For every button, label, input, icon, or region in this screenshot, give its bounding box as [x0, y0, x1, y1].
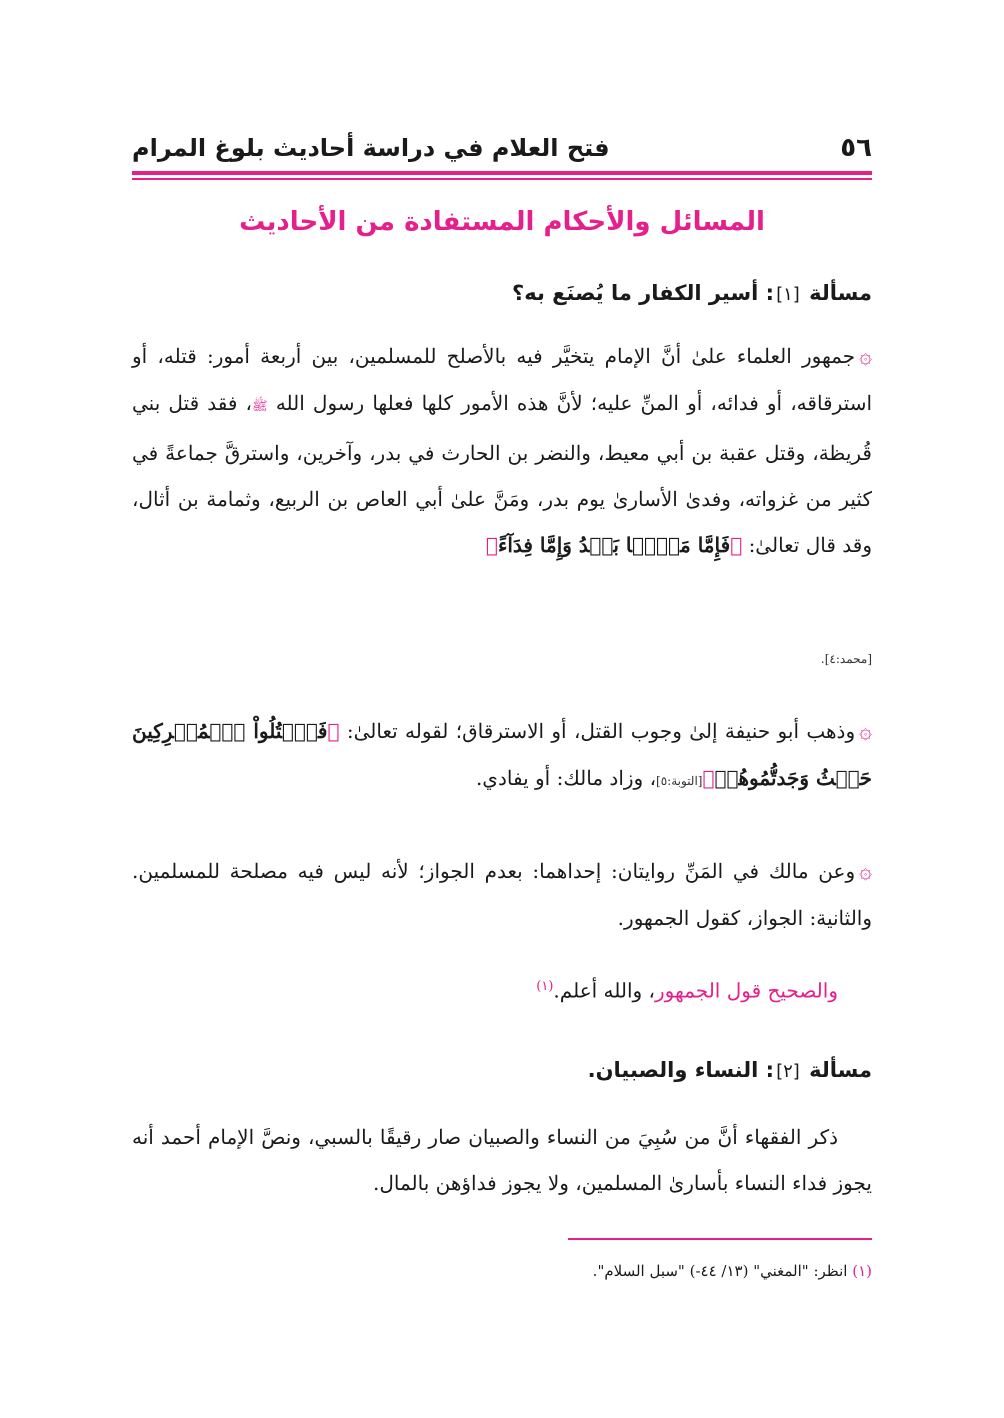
section-title: المسائل والأحكام المستفادة من الأحاديث — [239, 207, 765, 237]
issue-number: [٢] — [776, 1061, 800, 1082]
footnote-marker: (١) — [536, 979, 554, 994]
paragraph-1 — [132, 333, 872, 568]
quran-bracket-close: ﴾ — [702, 766, 715, 790]
flower-icon: ۞ — [859, 719, 873, 744]
issue-title: : النساء والصبيان. — [587, 1058, 775, 1082]
reference-text: [محمد:٤]. — [820, 652, 872, 666]
paragraph-text: ذكر الفقهاء أنَّ من سُبِيَ من النساء والصبيان صار رقيقًا بالسبي، ونصَّ الإمام أحمد أنه يجوز فداء النساء بأسارىٰ المسلمين، ولا يجوز فداؤهن بالمال. — [132, 1125, 872, 1195]
header-rule-thin — [132, 178, 872, 180]
flower-icon: ۞ — [859, 344, 872, 369]
footnote-text: انظر: "المغني" (١٣/ ٤٤-) "سبل السلام". — [592, 1262, 848, 1280]
quran-verse: فَٱقۡتُلُواْ ٱلۡمُشۡرِكِينَ حَيۡثُ وَجَدتُّمُوهُمۡ — [132, 719, 872, 790]
quran-bracket-close: ﴾ — [485, 533, 498, 557]
paragraph-4 — [132, 964, 872, 1014]
reference-text: [التوبة:٥] — [656, 774, 703, 788]
page-number: ٥٦ — [840, 133, 872, 163]
quran-bracket-open: ﴿ — [327, 719, 340, 743]
quran-reference-1 — [132, 644, 872, 674]
paragraph-text: ، والله أعلم. — [553, 978, 656, 1003]
header-rule-thick — [132, 171, 872, 175]
issue-heading-1 — [132, 281, 872, 305]
page-header — [132, 128, 872, 168]
paragraph-2 — [132, 708, 872, 804]
issue-label: مسألة — [809, 281, 872, 305]
salawat-glyph: ﷺ — [251, 399, 268, 414]
paragraph-5 — [132, 1114, 872, 1206]
quran-verse: فَإِمَّا مَنًّۢا بَعۡدُ وَإِمَّا فِدَآءً — [497, 533, 731, 557]
footnote-divider — [568, 1238, 872, 1240]
paragraph-text: جمهور العلماء علىٰ أنَّ الإمام يتخيَّر فيه بالأصلح للمسلمين، بين أربعة أمور: قتله، أو استرقاقه، أو فدائه، أو المنِّ عليه؛ لأنَّ هذه الأمور كلها فعلها رسول الله — [132, 344, 873, 415]
quran-bracket-open: ﴿ — [730, 533, 743, 557]
footnote-number: (١) — [852, 1262, 872, 1280]
book-title: فتح العلام في دراسة أحاديث بلوغ المرام — [132, 134, 610, 162]
paragraph-text: ، فقد قتل بني قُريظة، وقتل عقبة بن أبي معيط، والنضر بن الحارث في بدر، وآخرين، واسترقَّ جماعةً في كثير من غزواته، وفدىٰ الأسارىٰ يوم بدر، ومَنَّ علىٰ أبي العاص بن الربيع، وثمامة بن أثال، وقد قال تعالىٰ: — [132, 391, 872, 557]
issue-heading-2 — [132, 1058, 872, 1082]
issue-label: مسألة — [809, 1058, 872, 1082]
paragraph-text: وعن مالك في المَنِّ روايتان: إحداهما: بعدم الجواز؛ لأنه ليس فيه مصلحة للمسلمين. والثانية: الجواز، كقول الجمهور. — [132, 859, 872, 930]
paragraph-text: وذهب أبو حنيفة إلىٰ وجوب القتل، أو الاسترقاق؛ لقوله تعالىٰ: — [346, 719, 856, 743]
issue-title: : أسير الكفار ما يُصنَع به؟ — [512, 281, 775, 305]
flower-icon: ۞ — [859, 859, 872, 884]
footnote — [132, 1262, 872, 1280]
highlighted-text: والصحيح قول الجمهور — [655, 978, 838, 1003]
issue-number: [١] — [776, 284, 800, 305]
paragraph-3 — [132, 848, 872, 941]
paragraph-text: ، وزاد مالك: أو يفادي. — [475, 766, 657, 790]
